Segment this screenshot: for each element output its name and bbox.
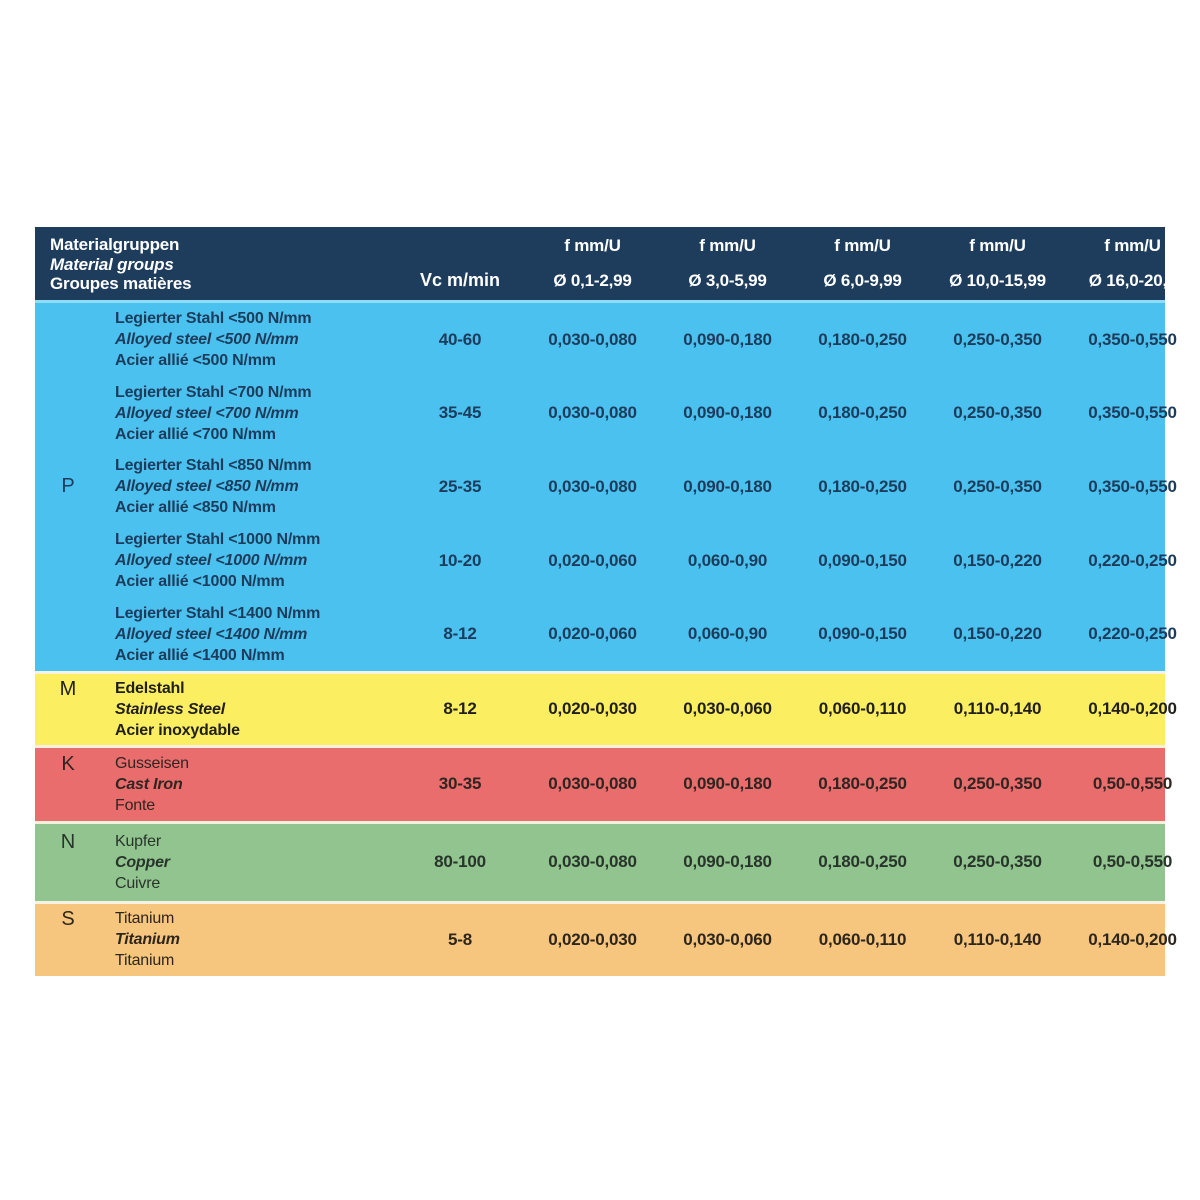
feed-value-cell: 0,030-0,080 bbox=[548, 403, 637, 423]
feed-value-cell: 0,110-0,140 bbox=[953, 929, 1042, 949]
feed-value-cell: 0,250-0,350 bbox=[953, 774, 1042, 794]
material-group-letter bbox=[35, 674, 115, 745]
diameter-range-label: Ø 3,0-5,99 bbox=[688, 271, 767, 290]
material-name-line: Titanium bbox=[115, 931, 180, 949]
material-name-line: Acier inoxydable bbox=[115, 721, 240, 739]
feed-value-cell: 0,090-0,180 bbox=[683, 403, 772, 423]
feed-value-cell: 0,180-0,250 bbox=[818, 852, 907, 872]
feed-unit-label: f mm/U bbox=[699, 236, 756, 255]
diameter-range-label: Ø 10,0-15,99 bbox=[949, 271, 1046, 290]
material-groups-header bbox=[35, 227, 395, 300]
material-name-line: Alloyed steel <1000 N/mm bbox=[115, 552, 308, 570]
material-groups-label-en: Material groups bbox=[50, 254, 174, 274]
material-name-line: Acier allié <700 N/mm bbox=[115, 425, 276, 443]
feed-unit-label: f mm/U bbox=[564, 236, 621, 255]
material-group-letter-label: S bbox=[61, 908, 75, 931]
feed-value-cell: 0,350-0,550 bbox=[1088, 403, 1177, 423]
material-name-line: Alloyed steel <850 N/mm bbox=[115, 478, 299, 496]
material-name-cell bbox=[115, 904, 395, 976]
material-name-line: Acier allié <850 N/mm bbox=[115, 499, 276, 517]
material-name-cell bbox=[115, 524, 395, 598]
feed-value-cell: 0,150-0,220 bbox=[953, 624, 1042, 644]
material-name-line: Cast Iron bbox=[115, 775, 183, 793]
material-name-cell bbox=[115, 824, 395, 901]
feed-value-cell: 0,060-0,90 bbox=[687, 550, 768, 570]
material-group-letter-label: M bbox=[59, 677, 77, 700]
feed-value-cell: 0,250-0,350 bbox=[953, 329, 1042, 349]
feed-value-cell: 0,090-0,180 bbox=[683, 774, 772, 794]
feed-value-cell: 0,250-0,350 bbox=[953, 403, 1042, 423]
feed-value-cell: 0,090-0,150 bbox=[818, 624, 907, 644]
material-name-line: Legierter Stahl <500 N/mm bbox=[115, 310, 312, 328]
material-name-line: Alloyed steel <700 N/mm bbox=[115, 404, 299, 422]
feed-value-cell: 0,030-0,080 bbox=[548, 774, 637, 794]
feed-value-cell: 0,180-0,250 bbox=[818, 403, 907, 423]
material-name-line: Acier allié <1400 N/mm bbox=[115, 646, 285, 664]
material-name-cell bbox=[115, 303, 395, 377]
feed-value-cell: 0,140-0,200 bbox=[1088, 699, 1177, 719]
material-name-line: Gusseisen bbox=[115, 754, 189, 772]
feed-value-cell: 0,50-0,550 bbox=[1092, 774, 1173, 794]
material-name-line: Cuivre bbox=[115, 874, 161, 892]
material-group-letter bbox=[35, 303, 115, 671]
vc-value-cell: 25-35 bbox=[438, 476, 482, 496]
material-section-p bbox=[35, 300, 1177, 671]
cutting-data-table bbox=[35, 227, 1177, 976]
feed-value-cell: 0,180-0,250 bbox=[818, 476, 907, 496]
material-group-letter bbox=[35, 904, 115, 976]
vc-value-cell: 80-100 bbox=[434, 852, 486, 872]
material-name-cell bbox=[115, 748, 395, 821]
feed-value-cell: 0,090-0,180 bbox=[683, 852, 772, 872]
vc-value-cell: 8-12 bbox=[443, 699, 477, 719]
feed-value-cell: 0,50-0,550 bbox=[1092, 852, 1173, 872]
material-name-line: Alloyed steel <500 N/mm bbox=[115, 331, 299, 349]
material-name-cell bbox=[115, 450, 395, 524]
material-name-line: Kupfer bbox=[115, 832, 161, 850]
material-name-line: Edelstahl bbox=[115, 679, 185, 697]
feed-value-cell: 0,060-0,110 bbox=[818, 699, 907, 719]
material-section-s bbox=[35, 901, 1177, 976]
feed-value-cell: 0,030-0,060 bbox=[683, 699, 772, 719]
material-group-letter bbox=[35, 824, 115, 901]
material-name-line: Legierter Stahl <1000 N/mm bbox=[115, 531, 321, 549]
material-groups-label-de: Materialgruppen bbox=[50, 235, 180, 254]
material-name-line: Acier allié <1000 N/mm bbox=[115, 573, 285, 591]
feed-value-cell: 0,090-0,150 bbox=[818, 550, 907, 570]
feed-unit-label: f mm/U bbox=[969, 236, 1026, 255]
feed-column-header-2 bbox=[660, 227, 795, 300]
feed-value-cell: 0,250-0,350 bbox=[953, 852, 1042, 872]
material-name-line: Copper bbox=[115, 853, 170, 871]
diameter-range-label: Ø 0,1-2,99 bbox=[553, 271, 632, 290]
feed-column-header-4 bbox=[930, 227, 1065, 300]
feed-value-cell: 0,140-0,200 bbox=[1088, 929, 1177, 949]
material-group-letter bbox=[35, 748, 115, 821]
material-group-letter-label: K bbox=[61, 752, 75, 775]
feed-value-cell: 0,060-0,110 bbox=[818, 929, 907, 949]
vc-value-cell: 5-8 bbox=[448, 929, 472, 949]
feed-column-header-3 bbox=[795, 227, 930, 300]
feed-value-cell: 0,090-0,180 bbox=[683, 329, 772, 349]
vc-value-cell: 10-20 bbox=[438, 550, 482, 570]
feed-value-cell: 0,030-0,080 bbox=[548, 476, 637, 496]
feed-value-cell: 0,350-0,550 bbox=[1088, 329, 1177, 349]
feed-unit-label: f mm/U bbox=[1104, 236, 1161, 255]
feed-value-cell: 0,060-0,90 bbox=[687, 624, 768, 644]
material-name-cell bbox=[115, 674, 395, 745]
feed-value-cell: 0,180-0,250 bbox=[818, 774, 907, 794]
material-name-line: Legierter Stahl <850 N/mm bbox=[115, 457, 312, 475]
feed-value-cell: 0,090-0,180 bbox=[683, 476, 772, 496]
vc-column-header: Vc m/min bbox=[419, 270, 501, 290]
feed-value-cell: 0,350-0,550 bbox=[1088, 476, 1177, 496]
vc-value-cell: 30-35 bbox=[438, 774, 482, 794]
material-name-line: Acier allié <500 N/mm bbox=[115, 352, 276, 370]
feed-value-cell: 0,220-0,250 bbox=[1088, 550, 1177, 570]
table-body bbox=[35, 300, 1177, 976]
diameter-range-label: Ø 6,0-9,99 bbox=[823, 271, 902, 290]
material-section-n bbox=[35, 821, 1173, 901]
material-name-line: Legierter Stahl <1400 N/mm bbox=[115, 604, 321, 622]
feed-column-header-5 bbox=[1065, 227, 1200, 300]
vc-value-cell: 40-60 bbox=[438, 329, 482, 349]
feed-value-cell: 0,030-0,060 bbox=[683, 929, 772, 949]
feed-value-cell: 0,020-0,030 bbox=[548, 929, 637, 949]
feed-value-cell: 0,220-0,250 bbox=[1088, 624, 1177, 644]
material-name-line: Titanium bbox=[115, 952, 175, 970]
material-name-line: Alloyed steel <1400 N/mm bbox=[115, 625, 308, 643]
feed-value-cell: 0,250-0,350 bbox=[953, 476, 1042, 496]
feed-value-cell: 0,150-0,220 bbox=[953, 550, 1042, 570]
table-header bbox=[35, 227, 1177, 300]
material-name-cell bbox=[115, 597, 395, 671]
material-section-m bbox=[35, 671, 1177, 745]
material-group-letter-label: N bbox=[60, 830, 76, 853]
diameter-range-label: Ø 16,0-20,0 bbox=[1088, 271, 1177, 290]
material-groups-label-fr: Groupes matières bbox=[50, 274, 192, 293]
vc-value-cell: 8-12 bbox=[443, 624, 477, 644]
material-name-line: Stainless Steel bbox=[115, 700, 225, 718]
material-name-cell bbox=[115, 377, 395, 451]
feed-value-cell: 0,030-0,080 bbox=[548, 852, 637, 872]
vc-value-cell: 35-45 bbox=[438, 403, 482, 423]
feed-value-cell: 0,180-0,250 bbox=[818, 329, 907, 349]
feed-value-cell: 0,020-0,060 bbox=[548, 550, 637, 570]
feed-value-cell: 0,030-0,080 bbox=[548, 329, 637, 349]
feed-column-header-1 bbox=[525, 227, 660, 300]
material-name-line: Legierter Stahl <700 N/mm bbox=[115, 383, 312, 401]
material-group-letter-label: P bbox=[61, 475, 75, 498]
material-section-k bbox=[35, 745, 1173, 821]
feed-value-cell: 0,020-0,030 bbox=[548, 699, 637, 719]
feed-value-cell: 0,110-0,140 bbox=[953, 699, 1042, 719]
material-name-line: Titanium bbox=[115, 910, 175, 928]
material-name-line: Fonte bbox=[115, 796, 155, 814]
feed-unit-label: f mm/U bbox=[834, 236, 891, 255]
feed-value-cell: 0,020-0,060 bbox=[548, 624, 637, 644]
